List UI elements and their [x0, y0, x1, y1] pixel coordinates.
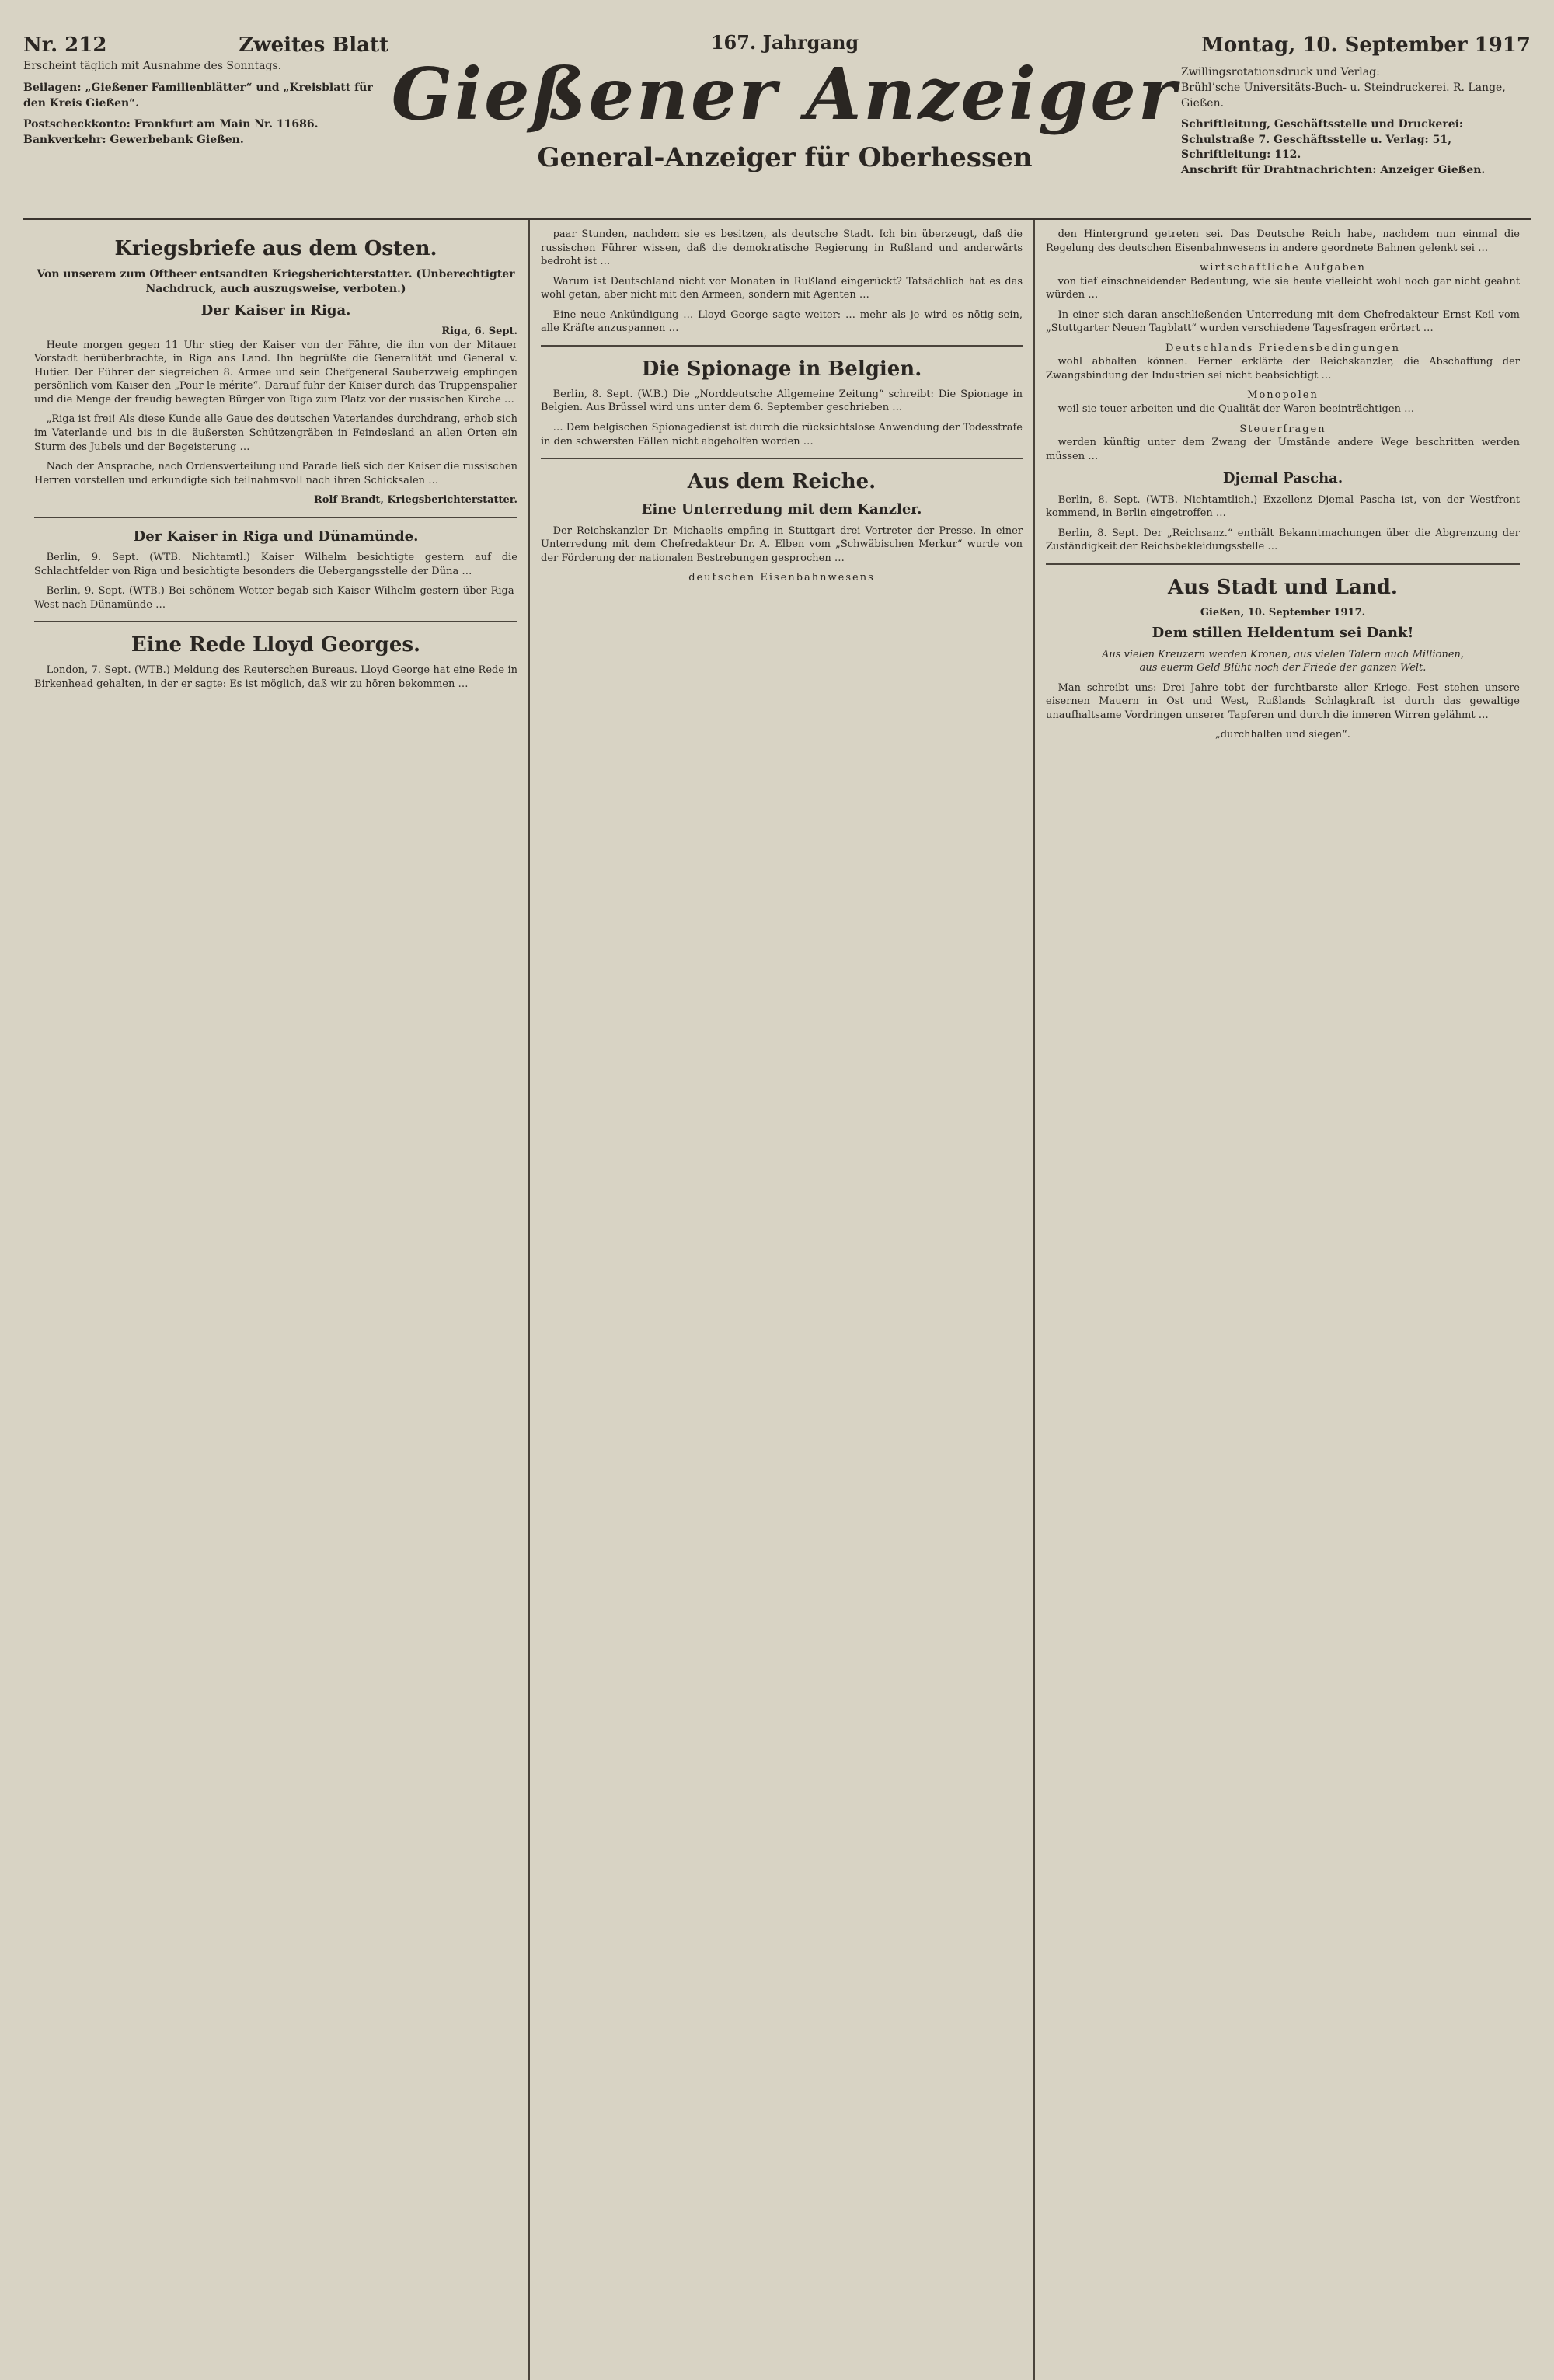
jahrgang: 167. Jahrgang [710, 31, 859, 54]
article-paragraph: Man schreibt uns: Drei Jahre tobt der furchtbarste aller Kriege. Fest stehen unsere eisernen Mauern in Ost und West, Rußlands Schlagkraft ist durch das gewaltige unaufhaltsame Vordringen unserer Tapferen und durch die inneren Wirren gelähmt … [1046, 681, 1520, 721]
section-title: Der Kaiser in Riga. [200, 301, 351, 319]
divider [1046, 563, 1520, 565]
spaced-term: wirtschaftliche Aufgaben [1200, 262, 1366, 274]
masthead-left-line: Erscheint täglich mit Ausnahme des Sonntags. [23, 60, 282, 73]
spaced-term: deutschen Eisenbahnwesens [688, 572, 875, 584]
spaced-term: Monopolen [1247, 389, 1319, 402]
issue-date: Montag, 10. September 1917 [1201, 33, 1531, 57]
byline: Von unserem zum Oftheer entsandten Kriegsberichterstatter. (Unberechtigter Nachdruck, auch auszugsweise, verboten.) [37, 268, 515, 295]
section-title: Der Kaiser in Riga und Dünamünde. [133, 528, 419, 545]
article-paragraph: paar Stunden, nachdem sie es besitzen, als deutsche Stadt. Ich bin überzeugt, daß die russischen Führer wissen, daß die demokratische Regierung in Rußland und anderwärts bedroht ist … [541, 228, 1023, 268]
masthead-right-line: Zwillingsrotationsdruck und Verlag: [1181, 66, 1380, 79]
masthead-right [1181, 31, 1531, 179]
article-paragraph: In einer sich daran anschließenden Unterredung mit dem Chefredakteur Ernst Keil vom „Stuttgarter Neuen Tagblatt“ wurden verschiedene Tagesfragen erörtert … [1046, 308, 1520, 335]
closing-line: „durchhalten und siegen“. [1215, 729, 1350, 741]
column-3 [1033, 220, 1531, 2380]
headline: Die Spionage in Belgien. [641, 357, 922, 381]
masthead-center [388, 31, 1181, 173]
article-paragraph: Berlin, 8. Sept. (W.B.) Die „Norddeutsche Allgemeine Zeitung“ schreibt: Die Spionage in Belgien. Aus Brüssel wird uns unter dem 6. September geschrieben … [541, 388, 1023, 414]
dateline: Riga, 6. Sept. [441, 326, 517, 338]
masthead-left-line: Postscheckkonto: Frankfurt am Main Nr. 11686. [23, 118, 319, 131]
issue-number: Nr. 212 [23, 33, 107, 57]
article-paragraph: den Hintergrund getreten sei. Das Deutsche Reich habe, nachdem nun einmal die Regelung des deutschen Eisenbahnwesens in andere geordnete Bahnen gelenkt sei … [1046, 228, 1520, 254]
article-paragraph: Berlin, 9. Sept. (WTB. Nichtamtl.) Kaiser Wilhelm besichtigte gestern auf die Schlachtfelder von Riga und besichtigte besonders die Uebergangsstelle der Düna … [34, 552, 517, 577]
article-paragraph: Eine neue Ankündigung … Lloyd George sagte weiter: … mehr als je wird es nötig sein, alle Kräfte anzuspannen … [541, 308, 1023, 335]
signature: Rolf Brandt, Kriegsberichterstatter. [313, 494, 517, 507]
newspaper-title: Gießener Anzeiger [391, 52, 1179, 136]
masthead-right-line: Anschrift für Drahtnachrichten: Anzeiger Gießen. [1181, 163, 1486, 176]
article-paragraph: wohl abhalten können. Ferner erklärte der Reichskanzler, die Abschaffung der Zwangsbindung der Industrien sei nicht beabsichtigt … [1046, 356, 1520, 382]
article-paragraph: werden künftig unter dem Zwang der Umstände andere Wege beschritten werden müssen … [1046, 437, 1520, 462]
article-paragraph: Warum ist Deutschland nicht vor Monaten in Rußland eingerückt? Tatsächlich hat es das wohl getan, aber nicht mit den Armeen, sondern mit Agenten … [541, 275, 1023, 301]
column-1 [23, 220, 528, 2380]
masthead-right-line: Schriftleitung, Geschäftsstelle und Druckerei: Schulstraße 7. Geschäftsstelle u. Verlag: 51, Schriftleitung: 112. [1181, 118, 1464, 162]
columns [23, 220, 1531, 2380]
masthead-left-line: Bankverkehr: Gewerbebank Gießen. [23, 133, 244, 146]
masthead [23, 31, 1531, 220]
section-title: Dem stillen Heldentum sei Dank! [1152, 625, 1414, 642]
article-paragraph: weil sie teuer arbeiten und die Qualität der Waren beeinträchtigen … [1057, 403, 1415, 416]
column-2 [528, 220, 1033, 2380]
article-paragraph: Berlin, 8. Sept. (WTB. Nichtamtlich.) Exzellenz Djemal Pascha ist, von der Westfront kommend, in Berlin eingetroffen … [1046, 493, 1520, 520]
headline: Kriegsbriefe aus dem Osten. [114, 237, 437, 260]
verse: Aus vielen Kreuzern werden Kronen, aus vielen Talern auch Millionen, aus euerm Geld Blüht noch der Friede der ganzen Welt. [1101, 648, 1465, 674]
blatt-label: Zweites Blatt [239, 33, 388, 57]
headline: Aus dem Reiche. [687, 470, 876, 494]
article-paragraph: Der Reichskanzler Dr. Michaelis empfing in Stuttgart drei Vertreter der Presse. In einer Unterredung mit dem Chefredakteur Dr. A. Elben vom „Schwäbischen Merkur“ wurde von der Förderung der nationalen Bestrebungen gesprochen … [541, 524, 1023, 564]
masthead-left [23, 31, 388, 148]
article-paragraph: Berlin, 8. Sept. Der „Reichsanz.“ enthält Bekanntmachungen über die Abgrenzung der Zuständigkeit der Reichsbekleidungsstelle … [1046, 527, 1520, 553]
divider [34, 517, 517, 518]
spaced-term: Deutschlands Friedensbedingungen [1166, 342, 1400, 354]
section-title: Djemal Pascha. [1222, 470, 1343, 487]
article-paragraph: Nach der Ansprache, nach Ordensverteilung und Parade ließ sich der Kaiser die russischen Herren vorstellen und erkundigte sich teilnahmsvoll nach ihren Schicksalen … [34, 461, 517, 486]
masthead-right-line: Brühl’sche Universitäts-Buch- u. Steindruckerei. R. Lange, Gießen. [1181, 81, 1506, 110]
headline: Eine Rede Lloyd Georges. [131, 633, 421, 657]
article-paragraph: Heute morgen gegen 11 Uhr stieg der Kaiser von der Fähre, die ihn von der Mitauer Vorstadt herüberbrachte, in Riga ans Land. Ihn begrüßte die Generalität und General v. Hutier. Der Führer der siegreichen 8. Armee und sein Chefgeneral Sauberzweig empfingen persönlich vom Kaiser den „Pour le mérite“. Darauf fuhr der Kaiser durch das Truppenspalier und die Menge der freudig bewegten Bürger von Riga zum Platz vor der russischen Kirche … [34, 339, 517, 406]
article-paragraph: … Dem belgischen Spionagedienst ist durch die rücksichtslose Anwendung der Todesstrafe in den schwersten Fällen nicht abgeholfen worden … [541, 422, 1023, 448]
article-paragraph: London, 7. Sept. (WTB.) Meldung des Reuterschen Bureaus. Lloyd George hat eine Rede in Birkenhead gehalten, in der er sagte: Es ist möglich, daß wir zu hören bekommen … [34, 664, 517, 690]
article-paragraph: von tief einschneidender Bedeutung, wie sie heute vielleicht wohl noch gar nicht geahnt würden … [1046, 275, 1520, 301]
divider [541, 458, 1023, 459]
headline: Aus Stadt und Land. [1168, 575, 1398, 599]
spaced-term: Steuerfragen [1239, 423, 1326, 435]
article-paragraph: „Riga ist frei! Als diese Kunde alle Gaue des deutschen Vaterlandes durchdrang, erhob sich im Vaterlande und bis in die äußersten Schützengräben in Feindesland an allen Orten ein Sturm des Jubels und der Begeisterung … [34, 413, 517, 453]
divider [541, 345, 1023, 347]
article-paragraph: Berlin, 9. Sept. (WTB.) Bei schönem Wetter begab sich Kaiser Wilhelm gestern über Riga-West nach Dünamünde … [34, 585, 517, 611]
newspaper-subtitle: General-Anzeiger für Oberhessen [537, 142, 1033, 173]
dateline: Gießen, 10. September 1917. [1200, 606, 1366, 619]
section-title: Eine Unterredung mit dem Kanzler. [641, 501, 922, 518]
masthead-left-line: Beilagen: „Gießener Familienblätter“ und „Kreisblatt für den Kreis Gießen“. [23, 81, 373, 110]
divider [34, 621, 517, 622]
